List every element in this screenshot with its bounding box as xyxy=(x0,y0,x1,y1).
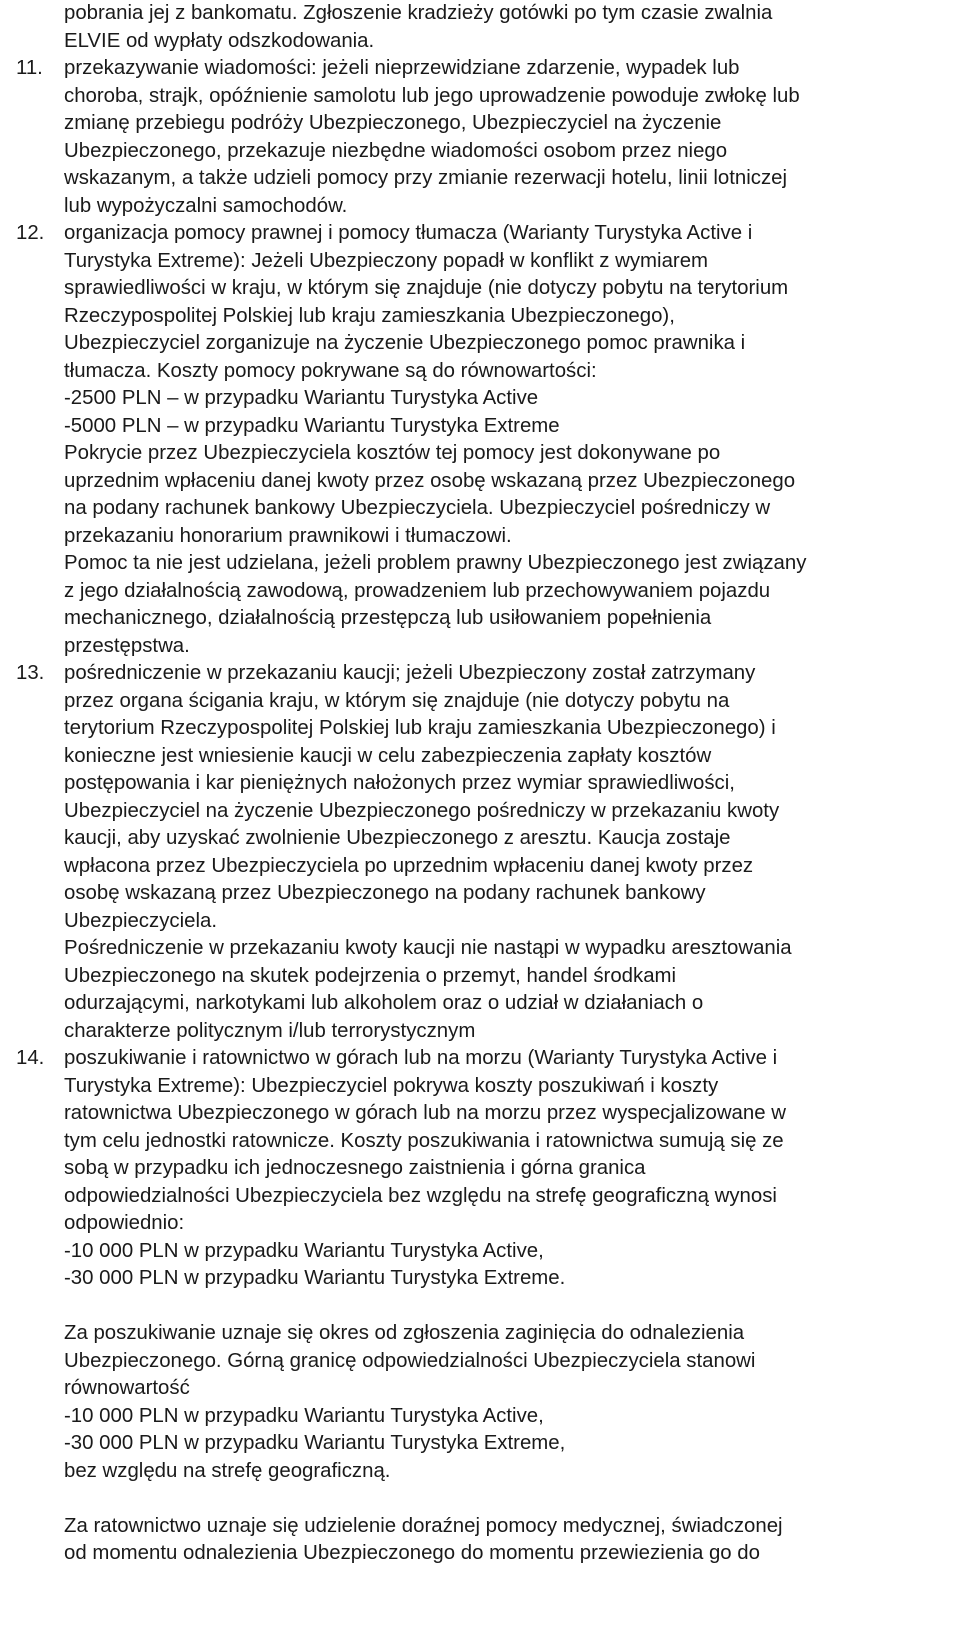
item-12-text xyxy=(64,220,956,660)
item-number-11: 11. xyxy=(16,57,43,79)
text-line: lub wypożyczalni samochodów. xyxy=(64,194,348,217)
item-number-14: 14. xyxy=(16,1047,45,1069)
text-line: Ubezpieczonego. Górną granicę odpowiedzialności Ubezpieczyciela stanowi xyxy=(64,1349,756,1372)
text-line: terytorium Rzeczypospolitej Polskiej lub kraju zamieszkania Ubezpieczonego) i xyxy=(64,717,776,739)
text-line: tłumacza. Koszty pomocy pokrywane są do równowartości: xyxy=(64,359,597,382)
text-line: odpowiedzialności Ubezpieczyciela bez względu na strefę geograficzną wynosi xyxy=(64,1184,777,1207)
text-line: wpłacona przez Ubezpieczyciela po uprzednim wpłaceniu danej kwoty przez xyxy=(64,854,754,877)
text-line: -30 000 PLN w przypadku Wariantu Turystyka Extreme. xyxy=(64,1267,566,1289)
text-line: -2500 PLN – w przypadku Wariantu Turystyka Active xyxy=(64,387,539,409)
text-line: -10 000 PLN w przypadku Wariantu Turystyka Active, xyxy=(64,1239,544,1262)
text-line: tym celu jednostki ratownicze. Koszty poszukiwania i ratownictwa sumują się ze xyxy=(64,1129,784,1152)
text-line: ELVIE od wypłaty odszkodowania. xyxy=(64,29,375,52)
text-line: Ubezpieczyciel zorganizuje na życzenie Ubezpieczonego pomoc prawnika i xyxy=(64,332,746,354)
text-line: konieczne jest wniesienie kaucji w celu zabezpieczenia zapłaty kosztów xyxy=(64,744,712,767)
text-line: od momentu odnalezienia Ubezpieczonego do momentu przewiezienia go do xyxy=(64,1542,760,1564)
text-line: przez organa ścigania kraju, w którym się znajduje (nie dotyczy pobytu na xyxy=(64,689,730,712)
blank-line xyxy=(64,1293,956,1321)
text-line: przekazaniu honorarium prawnikowi i tłumaczowi. xyxy=(64,524,512,547)
text-line: zmianę przebiegu podróży Ubezpieczonego, Ubezpieczyciel na życzenie xyxy=(64,112,722,134)
text-line: Za poszukiwanie uznaje się okres od zgłoszenia zaginięcia do odnalezienia xyxy=(64,1322,745,1344)
text-line: osobę wskazaną przez Ubezpieczonego na podany rachunek bankowy xyxy=(64,882,706,904)
text-line: Ubezpieczonego, przekazuje niezbędne wiadomości osobom przez niego xyxy=(64,139,728,162)
text-line: Pośredniczenie w przekazaniu kwoty kaucji nie nastąpi w wypadku aresztowania xyxy=(64,937,792,959)
text-line: mechanicznego, działalnością przestępczą lub usiłowaniem popełnienia xyxy=(64,607,712,629)
text-line: sobą w przypadku ich jednoczesnego zaistnienia i górna granica xyxy=(64,1157,646,1179)
item-11-text xyxy=(64,55,956,220)
text-line: Pomoc ta nie jest udzielana, jeżeli problem prawny Ubezpieczonego jest związany xyxy=(64,552,807,574)
text-line: Rzeczypospolitej Polskiej lub kraju zamieszkania Ubezpieczonego), xyxy=(64,304,675,327)
text-line: na podany rachunek bankowy Ubezpieczyciela. Ubezpieczyciel pośredniczy w xyxy=(64,497,771,519)
text-line: odurzającymi, narkotykami lub alkoholem oraz o udział w działaniach o xyxy=(64,992,704,1014)
text-line: wskazanym, a także udzieli pomocy przy zmianie rezerwacji hotelu, linii lotniczej xyxy=(64,167,788,189)
blank-line xyxy=(64,1485,956,1513)
intro-paragraph xyxy=(64,0,956,55)
text-line: pośredniczenie w przekazaniu kaucji; jeżeli Ubezpieczony został zatrzymany xyxy=(64,662,756,684)
text-line: organizacja pomocy prawnej i pomocy tłumacza (Warianty Turystyka Active i xyxy=(64,222,753,244)
text-line: przekazywanie wiadomości: jeżeli nieprzewidziane zdarzenie, wypadek lub xyxy=(64,57,740,79)
text-line: Turystyka Extreme): Jeżeli Ubezpieczony popadł w konflikt z wymiarem xyxy=(64,249,709,272)
item-13-text xyxy=(64,660,956,1045)
text-line: Ubezpieczyciela. xyxy=(64,909,217,932)
item-14-text xyxy=(64,1045,956,1568)
text-line: Ubezpieczyciel na życzenie Ubezpieczonego pośredniczy w przekazaniu kwoty xyxy=(64,799,780,822)
text-line: kaucji, aby uzyskać zwolnienie Ubezpieczonego z aresztu. Kaucja zostaje xyxy=(64,827,731,849)
text-line: -30 000 PLN w przypadku Wariantu Turystyka Extreme, xyxy=(64,1432,566,1454)
text-line: przestępstwa. xyxy=(64,634,190,657)
text-line: odpowiednio: xyxy=(64,1212,185,1234)
text-line: poszukiwanie i ratownictwo w górach lub na morzu (Warianty Turystyka Active i xyxy=(64,1047,778,1069)
text-line: postępowania i kar pieniężnych nałożonych przez wymiar sprawiedliwości, xyxy=(64,772,735,794)
text-line: choroba, strajk, opóźnienie samolotu lub jego uprowadzenie powoduje zwłokę lub xyxy=(64,84,800,107)
text-line: pobrania jej z bankomatu. Zgłoszenie kradzieży gotówki po tym czasie zwalnia xyxy=(64,2,773,24)
text-line: Pokrycie przez Ubezpieczyciela kosztów tej pomocy jest dokonywane po xyxy=(64,442,721,464)
text-line: Ubezpieczonego na skutek podejrzenia o przemyt, handel środkami xyxy=(64,964,677,987)
text-line: sprawiedliwości w kraju, w którym się znajduje (nie dotyczy pobytu na terytorium xyxy=(64,277,789,299)
text-line: -10 000 PLN w przypadku Wariantu Turystyka Active, xyxy=(64,1404,544,1427)
item-number-13: 13. xyxy=(16,662,45,684)
text-line: ratownictwa Ubezpieczonego w górach lub na morzu przez wyspecjalizowane w xyxy=(64,1102,786,1124)
text-line: równowartość xyxy=(64,1377,190,1399)
text-line: charakterze politycznym i/lub terrorystycznym xyxy=(64,1019,476,1042)
text-line: bez względu na strefę geograficzną. xyxy=(64,1459,391,1482)
item-number-12: 12. xyxy=(16,222,45,244)
text-line: -5000 PLN – w przypadku Wariantu Turystyka Extreme xyxy=(64,414,560,437)
text-line: Za ratownictwo uznaje się udzielenie doraźnej pomocy medycznej, świadczonej xyxy=(64,1514,783,1537)
text-line: z jego działalnością zawodową, prowadzeniem lub przechowywaniem pojazdu xyxy=(64,579,771,602)
text-line: Turystyka Extreme): Ubezpieczyciel pokrywa koszty poszukiwań i koszty xyxy=(64,1074,719,1097)
text-line: uprzednim wpłaceniu danej kwoty przez osobę wskazaną przez Ubezpieczonego xyxy=(64,469,796,492)
